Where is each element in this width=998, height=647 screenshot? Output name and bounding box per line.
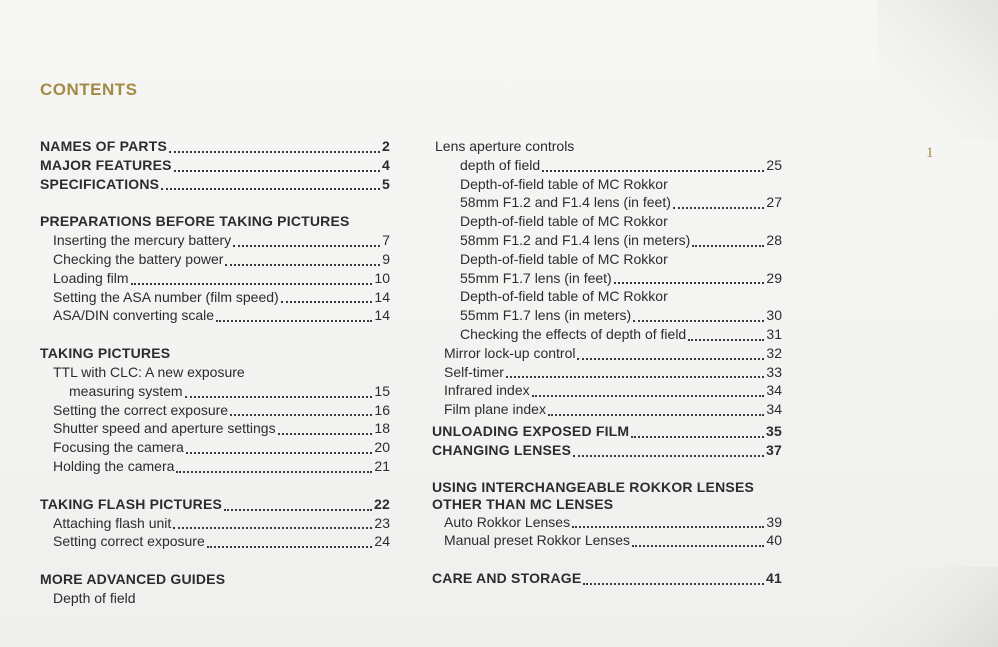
spacer xyxy=(40,325,390,344)
leader-dots xyxy=(173,527,372,529)
toc-entry-title: Holding the camera xyxy=(53,457,175,474)
toc-entry-page: 22 xyxy=(374,495,390,512)
toc-entry-focusing[interactable] xyxy=(40,438,390,457)
toc-entry-title: Focusing the camera xyxy=(53,439,184,456)
toc-entry-film-plane-index[interactable] xyxy=(432,400,782,419)
toc-entry-page: 23 xyxy=(374,514,390,531)
toc-entry-manual-preset-rokkor[interactable] xyxy=(432,531,782,550)
toc-entry-page: 28 xyxy=(766,231,782,248)
leader-dots xyxy=(631,436,764,438)
leader-dots xyxy=(207,546,373,548)
spacer xyxy=(40,476,390,495)
toc-entry-title: NAMES OF PARTS xyxy=(40,138,167,154)
leader-dots xyxy=(633,320,764,322)
toc-entry-title: Shutter speed and aperture settings xyxy=(53,420,276,437)
toc-entry-title: Setting the ASA number (film speed) xyxy=(53,288,279,305)
toc-entry-title: SPECIFICATIONS xyxy=(40,175,160,192)
section-heading-interchangeable-2: OTHER THAN MC LENSES xyxy=(432,495,614,512)
page-number: 1 xyxy=(926,145,934,161)
toc-entry-dof-table-55-meters[interactable] xyxy=(432,306,782,325)
spacer xyxy=(40,193,390,212)
leader-dots xyxy=(573,455,764,457)
toc-entry-page: 40 xyxy=(766,532,782,549)
toc-entry-dof-table-line1[interactable]: Depth-of-field table of MC Rokkor xyxy=(460,250,668,267)
toc-entry-ttl-measuring[interactable] xyxy=(40,382,390,401)
leader-dots xyxy=(614,282,765,284)
toc-entry-dof-table-line1[interactable]: Depth-of-field table of MC Rokkor xyxy=(460,288,668,305)
toc-entry-inserting-battery[interactable] xyxy=(40,231,390,250)
leader-dots xyxy=(281,301,373,303)
toc-entry-page: 18 xyxy=(374,420,390,437)
toc-entry-aperture-dof[interactable] xyxy=(432,156,782,175)
leader-dots xyxy=(161,188,380,190)
leader-dots xyxy=(542,170,764,172)
toc-entry-page: 5 xyxy=(382,175,390,192)
toc-entry-loading-film[interactable] xyxy=(40,269,390,288)
toc-entry-page: 37 xyxy=(766,441,782,458)
toc-entry-page: 4 xyxy=(382,156,390,173)
toc-entry-title: Auto Rokkor Lenses xyxy=(444,513,571,530)
leader-dots xyxy=(186,452,373,454)
toc-entry-checking-dof[interactable] xyxy=(432,325,782,344)
leader-dots xyxy=(131,283,373,285)
toc-entry-page: 34 xyxy=(766,382,782,399)
toc-entry-infrared-index[interactable] xyxy=(432,381,782,400)
toc-entry-unloading-film[interactable] xyxy=(432,422,782,441)
toc-entry-auto-rokkor[interactable] xyxy=(432,513,782,532)
toc-entry-title: Checking the battery power xyxy=(53,250,224,267)
toc-entry-title: 58mm F1.2 and F1.4 lens (in feet) xyxy=(460,194,671,211)
leader-dots xyxy=(583,583,764,585)
leader-dots xyxy=(532,395,765,397)
leader-dots xyxy=(233,245,380,247)
leader-dots xyxy=(692,245,764,247)
leader-dots xyxy=(185,396,373,398)
toc-entry-page: 31 xyxy=(766,325,782,342)
toc-entry-flash-exposure[interactable] xyxy=(40,532,390,551)
leader-dots xyxy=(176,471,372,473)
toc-entry-specifications[interactable] xyxy=(40,175,390,194)
toc-entry-names-of-parts[interactable] xyxy=(40,137,390,156)
toc-entry-title: 55mm F1.7 lens (in meters) xyxy=(460,307,632,324)
toc-entry-shutter-aperture[interactable] xyxy=(40,419,390,438)
toc-entry-title: CARE AND STORAGE xyxy=(432,570,582,587)
leader-dots xyxy=(174,170,380,172)
toc-entry-holding[interactable] xyxy=(40,457,390,476)
page-corner-fold xyxy=(878,0,998,140)
leader-dots xyxy=(169,151,380,153)
toc-entry-page: 35 xyxy=(766,422,782,439)
toc-entry-page: 21 xyxy=(374,457,390,474)
toc-entry-page: 14 xyxy=(374,288,390,305)
toc-entry-title: 55mm F1.7 lens (in feet) xyxy=(460,269,612,286)
toc-entry-page: 29 xyxy=(766,269,782,286)
toc-entry-dof-table-58-feet[interactable] xyxy=(432,193,782,212)
toc-entry-title: UNLOADING EXPOSED FILM xyxy=(432,422,630,439)
toc-entry-care-storage[interactable] xyxy=(432,569,782,588)
toc-entry-self-timer[interactable] xyxy=(432,363,782,382)
toc-entry-title: Film plane index xyxy=(444,401,546,418)
spacer xyxy=(432,460,782,479)
section-heading-preparations: PREPARATIONS BEFORE TAKING PICTURES xyxy=(40,213,350,230)
leader-dots xyxy=(673,207,765,209)
right-column xyxy=(432,137,782,588)
spacer xyxy=(432,550,782,569)
toc-entry-title: depth of field xyxy=(460,156,541,173)
toc-entry-page: 2 xyxy=(382,138,390,154)
toc-entry-title: Checking the effects of depth of field xyxy=(460,325,687,342)
toc-entry-changing-lenses[interactable] xyxy=(432,441,782,460)
toc-entry-page: 32 xyxy=(766,344,782,361)
toc-entry-dof-table-55-feet[interactable] xyxy=(432,269,782,288)
spacer xyxy=(40,551,390,570)
contents-heading: CONTENTS xyxy=(40,80,138,99)
section-heading-advanced: MORE ADVANCED GUIDES xyxy=(40,571,226,588)
leader-dots xyxy=(632,545,764,547)
toc-entry-title: Infrared index xyxy=(444,382,530,399)
toc-entry-page: 24 xyxy=(374,533,390,550)
toc-entry-title: TAKING FLASH PICTURES xyxy=(40,495,223,512)
toc-entry-title: Inserting the mercury battery xyxy=(53,232,232,249)
toc-entry-dof-table-line1[interactable]: Depth-of-field table of MC Rokkor xyxy=(460,175,668,192)
toc-entry-asa-din[interactable] xyxy=(40,306,390,325)
section-heading-interchangeable-1: USING INTERCHANGEABLE ROKKOR LENSES xyxy=(432,478,755,495)
leader-dots xyxy=(216,320,372,322)
toc-entry-setting-asa[interactable] xyxy=(40,288,390,307)
toc-entry-title: ASA/DIN converting scale xyxy=(53,307,215,324)
toc-entry-dof-table-line1[interactable]: Depth-of-field table of MC Rokkor xyxy=(460,213,668,230)
toc-entry-page: 14 xyxy=(374,307,390,324)
leader-dots xyxy=(572,526,764,528)
leader-dots xyxy=(224,509,372,511)
toc-entry-mirror-lockup[interactable] xyxy=(432,344,782,363)
toc-entry-title: Mirror lock-up control xyxy=(444,344,576,361)
toc-entry-page: 25 xyxy=(766,156,782,173)
toc-entry-title: MAJOR FEATURES xyxy=(40,156,172,173)
toc-entry-major-features[interactable] xyxy=(40,156,390,175)
toc-entry-page: 9 xyxy=(382,250,390,267)
leader-dots xyxy=(506,376,765,378)
toc-entry-checking-battery[interactable] xyxy=(40,250,390,269)
toc-entry-ttl-line1[interactable]: TTL with CLC: A new exposure xyxy=(53,363,245,380)
toc-entry-attaching-flash[interactable] xyxy=(40,514,390,533)
toc-entry-page: 41 xyxy=(766,570,782,587)
toc-entry-title: Setting correct exposure xyxy=(53,533,205,550)
toc-entry-title: Loading film xyxy=(53,269,129,286)
toc-entry-page: 20 xyxy=(374,439,390,456)
leader-dots xyxy=(278,433,373,435)
toc-entry-title: measuring system xyxy=(69,382,183,399)
left-column xyxy=(40,137,390,608)
toc-entry-page: 34 xyxy=(766,401,782,418)
section-heading-taking-pictures: TAKING PICTURES xyxy=(40,345,171,362)
toc-entry-page: 15 xyxy=(374,382,390,399)
toc-entry-title: Self-timer xyxy=(444,363,504,380)
leader-dots xyxy=(688,339,764,341)
toc-entry-correct-exposure[interactable] xyxy=(40,401,390,420)
toc-entry-page: 39 xyxy=(766,513,782,530)
toc-entry-title: Setting the correct exposure xyxy=(53,401,229,418)
toc-entry-depth-of-field[interactable]: Depth of field xyxy=(53,589,136,606)
toc-entry-title: Manual preset Rokkor Lenses xyxy=(444,532,630,549)
toc-entry-page: 33 xyxy=(766,363,782,380)
toc-entry-page: 16 xyxy=(374,401,390,418)
toc-entry-aperture-line1[interactable]: Lens aperture controls xyxy=(435,138,575,154)
page-bottom-curl xyxy=(838,567,998,647)
toc-entry-flash-pictures[interactable] xyxy=(40,495,390,514)
toc-entry-dof-table-58-meters[interactable] xyxy=(432,231,782,250)
toc-entry-title: 58mm F1.2 and F1.4 lens (in meters) xyxy=(460,231,691,248)
leader-dots xyxy=(225,264,380,266)
toc-entry-page: 7 xyxy=(382,232,390,249)
toc-entry-title: Attaching flash unit xyxy=(53,514,172,531)
leader-dots xyxy=(577,358,764,360)
leader-dots xyxy=(548,414,764,416)
toc-entry-page: 30 xyxy=(766,307,782,324)
leader-dots xyxy=(230,414,372,416)
toc-entry-page: 10 xyxy=(374,269,390,286)
toc-entry-page: 27 xyxy=(766,194,782,211)
toc-entry-title: CHANGING LENSES xyxy=(432,441,572,458)
